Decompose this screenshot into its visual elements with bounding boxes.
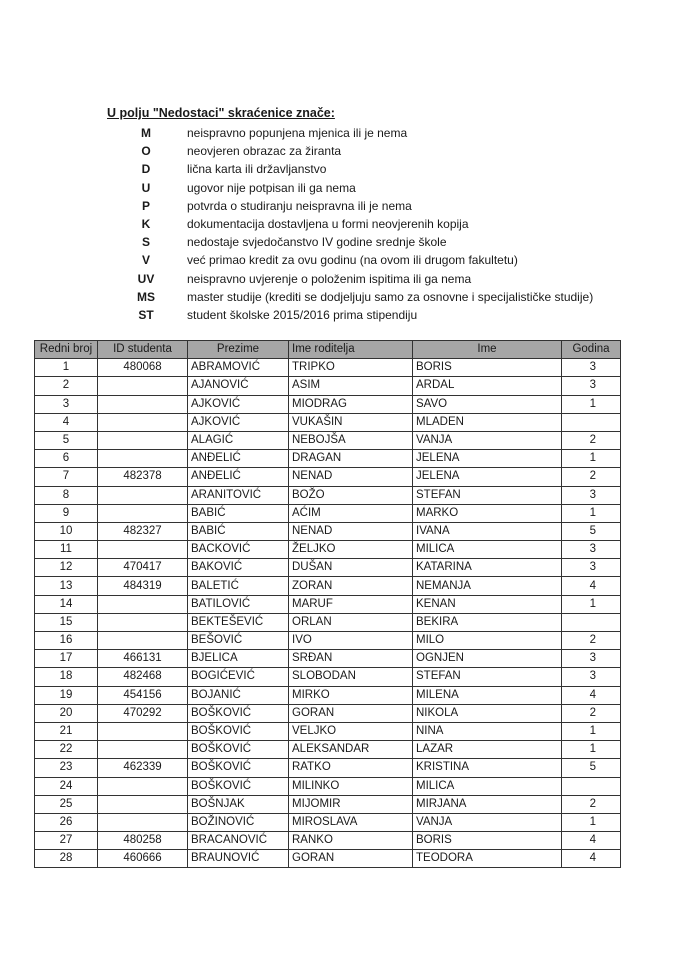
cell-ime: BORIS [413,359,562,377]
cell-prezime: BRAUNOVIĆ [188,850,289,868]
cell-prezime: BEŠOVIĆ [188,632,289,650]
legend-code: D [141,162,151,177]
table-row [35,795,621,813]
legend-description: lična karta ili državljanstvo [187,162,327,177]
legend-item [107,270,627,288]
cell-godina: 2 [562,632,621,650]
table-row [35,741,621,759]
cell-ime-roditelja: MIROSLAVA [289,813,413,831]
student-table [34,340,621,868]
table-row [35,777,621,795]
table-row [35,632,621,650]
cell-redni-broj: 4 [35,413,98,431]
cell-ime: STEFAN [413,668,562,686]
cell-redni-broj: 15 [35,613,98,631]
cell-ime: IVANA [413,522,562,540]
cell-prezime: BACKOVIĆ [188,541,289,559]
cell-ime-roditelja: NENAD [289,468,413,486]
cell-godina: 1 [562,741,621,759]
legend-code: P [141,198,150,213]
cell-ime-roditelja: VELJKO [289,722,413,740]
cell-ime: STEFAN [413,486,562,504]
cell-ime-roditelja: DRAGAN [289,450,413,468]
cell-id-studenta: 462339 [98,759,188,777]
cell-redni-broj: 27 [35,832,98,850]
cell-prezime: ARANITOVIĆ [188,486,289,504]
cell-redni-broj: 18 [35,668,98,686]
table-row [35,850,621,868]
cell-id-studenta: 484319 [98,577,188,595]
cell-ime-roditelja: SLOBODAN [289,668,413,686]
cell-godina: 3 [562,486,621,504]
legend-description: ugovor nije potpisan ili ga nema [187,180,356,195]
cell-id-studenta [98,504,188,522]
cell-id-studenta [98,431,188,449]
legend-description: neispravno uvjerenje o položenim ispitima ili ga nema [187,271,472,286]
cell-redni-broj: 10 [35,522,98,540]
cell-ime-roditelja: ASIM [289,377,413,395]
table-row [35,832,621,850]
cell-prezime: BAKOVIĆ [188,559,289,577]
cell-id-studenta [98,395,188,413]
cell-ime: MIRJANA [413,795,562,813]
table-row [35,486,621,504]
cell-redni-broj: 20 [35,704,98,722]
cell-id-studenta [98,632,188,650]
cell-ime: BORIS [413,832,562,850]
cell-prezime: BOŠNJAK [188,795,289,813]
cell-redni-broj: 26 [35,813,98,831]
legend-description: student školske 2015/2016 prima stipendiju [187,307,418,322]
cell-ime: VANJA [413,813,562,831]
cell-godina: 1 [562,450,621,468]
cell-ime: MILO [413,632,562,650]
cell-ime-roditelja: TRIPKO [289,359,413,377]
legend-code: ST [138,307,154,322]
cell-ime: ARDAL [413,377,562,395]
cell-prezime: BABIĆ [188,522,289,540]
cell-godina: 3 [562,541,621,559]
cell-godina: 1 [562,813,621,831]
header-prezime: Prezime [188,341,289,359]
cell-godina [562,413,621,431]
table-row [35,650,621,668]
cell-redni-broj: 16 [35,632,98,650]
cell-redni-broj: 14 [35,595,98,613]
legend-description: već primao kredit za ovu godinu (na ovom ili drugom fakultetu) [187,253,518,268]
legend-list [107,124,627,324]
cell-prezime: AJKOVIĆ [188,395,289,413]
legend-code: V [141,253,150,268]
cell-godina: 4 [562,577,621,595]
cell-godina: 3 [562,559,621,577]
legend-item [107,142,627,160]
legend-item [107,306,627,324]
cell-prezime: BOŠKOVIĆ [188,704,289,722]
cell-ime: OGNJEN [413,650,562,668]
table-header-row [35,341,621,359]
cell-godina: 2 [562,431,621,449]
cell-godina: 3 [562,377,621,395]
cell-godina: 5 [562,759,621,777]
cell-redni-broj: 13 [35,577,98,595]
cell-ime-roditelja: ZORAN [289,577,413,595]
cell-ime: NEMANJA [413,577,562,595]
cell-ime: NIKOLA [413,704,562,722]
cell-prezime: BOJANIĆ [188,686,289,704]
cell-ime: SAVO [413,395,562,413]
table-row [35,668,621,686]
cell-id-studenta: 482378 [98,468,188,486]
cell-ime: MARKO [413,504,562,522]
cell-prezime: AJANOVIĆ [188,377,289,395]
cell-ime-roditelja: MIODRAG [289,395,413,413]
cell-godina: 1 [562,395,621,413]
cell-id-studenta: 482327 [98,522,188,540]
table-row [35,522,621,540]
legend-item [107,124,627,142]
table-row [35,359,621,377]
cell-ime: MILICA [413,541,562,559]
cell-id-studenta [98,741,188,759]
cell-godina: 1 [562,595,621,613]
cell-redni-broj: 17 [35,650,98,668]
cell-redni-broj: 1 [35,359,98,377]
cell-prezime: BJELICA [188,650,289,668]
cell-ime-roditelja: BOŽO [289,486,413,504]
legend-item [107,215,627,233]
cell-id-studenta [98,722,188,740]
cell-id-studenta [98,795,188,813]
cell-prezime: BALETIĆ [188,577,289,595]
cell-ime: KRISTINA [413,759,562,777]
cell-id-studenta [98,595,188,613]
legend-description: nedostaje svjedočanstvo IV godine srednje škole [187,235,447,250]
cell-prezime: BABIĆ [188,504,289,522]
table-row [35,504,621,522]
cell-redni-broj: 3 [35,395,98,413]
table-row [35,722,621,740]
cell-ime-roditelja: GORAN [289,704,413,722]
cell-redni-broj: 28 [35,850,98,868]
cell-godina: 2 [562,468,621,486]
cell-redni-broj: 2 [35,377,98,395]
legend-item [107,197,627,215]
cell-prezime: BRACANOVIĆ [188,832,289,850]
cell-ime: JELENA [413,450,562,468]
table-row [35,704,621,722]
cell-redni-broj: 24 [35,777,98,795]
cell-ime-roditelja: RATKO [289,759,413,777]
cell-prezime: BOŠKOVIĆ [188,777,289,795]
table-row [35,431,621,449]
cell-godina: 3 [562,650,621,668]
cell-ime-roditelja: NENAD [289,522,413,540]
cell-redni-broj: 9 [35,504,98,522]
table-row [35,413,621,431]
cell-godina: 4 [562,850,621,868]
cell-godina: 5 [562,522,621,540]
cell-prezime: ALAGIĆ [188,431,289,449]
cell-godina [562,777,621,795]
cell-id-studenta: 470417 [98,559,188,577]
legend-title: U polju "Nedostaci" skraćenice znače: [107,106,335,120]
cell-id-studenta [98,377,188,395]
legend-code: K [141,217,151,232]
legend-description: potvrda o studiranju neispravna ili je nema [187,198,412,213]
header-redni-broj: Redni broj [35,341,98,359]
cell-prezime: BOGIĆEVIĆ [188,668,289,686]
cell-ime: KATARINA [413,559,562,577]
legend-code: M [141,126,151,141]
legend-code: O [141,144,151,159]
table-row [35,559,621,577]
cell-redni-broj: 25 [35,795,98,813]
cell-prezime: BOŠKOVIĆ [188,741,289,759]
legend-code: UV [137,271,155,286]
cell-redni-broj: 5 [35,431,98,449]
cell-ime-roditelja: ŽELJKO [289,541,413,559]
cell-redni-broj: 12 [35,559,98,577]
cell-godina: 2 [562,704,621,722]
cell-redni-broj: 7 [35,468,98,486]
cell-id-studenta: 466131 [98,650,188,668]
cell-godina: 1 [562,504,621,522]
header-ime-roditelja: Ime roditelja [289,341,413,359]
cell-godina: 1 [562,722,621,740]
cell-redni-broj: 23 [35,759,98,777]
cell-ime: NINA [413,722,562,740]
cell-ime-roditelja: VUKAŠIN [289,413,413,431]
legend-code: U [141,180,151,195]
cell-id-studenta [98,813,188,831]
cell-prezime: ANĐELIĆ [188,450,289,468]
header-ime: Ime [413,341,562,359]
cell-ime: MLADEN [413,413,562,431]
cell-id-studenta: 480068 [98,359,188,377]
cell-ime-roditelja: RANKO [289,832,413,850]
cell-id-studenta [98,486,188,504]
cell-godina: 4 [562,832,621,850]
cell-ime-roditelja: DUŠAN [289,559,413,577]
table-row [35,450,621,468]
cell-id-studenta: 460666 [98,850,188,868]
legend-description: master studije (krediti se dodjeljuju samo za osnovne i specijalističke studije) [187,289,594,304]
legend-item [107,179,627,197]
table-row [35,595,621,613]
cell-redni-broj: 21 [35,722,98,740]
legend-item [107,288,627,306]
cell-prezime: BOŠKOVIĆ [188,759,289,777]
legend-code: MS [137,289,155,304]
cell-redni-broj: 6 [35,450,98,468]
cell-ime: JELENA [413,468,562,486]
header-id-studenta: ID studenta [98,341,188,359]
legend-code: S [141,235,150,250]
cell-ime-roditelja: SRĐAN [289,650,413,668]
cell-ime-roditelja: MIRKO [289,686,413,704]
cell-ime: MILENA [413,686,562,704]
cell-ime-roditelja: IVO [289,632,413,650]
cell-ime: VANJA [413,431,562,449]
legend-description: neovjeren obrazac za žiranta [187,144,342,159]
table-row [35,377,621,395]
cell-ime-roditelja: MIJOMIR [289,795,413,813]
cell-prezime: ABRAMOVIĆ [188,359,289,377]
cell-id-studenta [98,413,188,431]
cell-ime-roditelja: GORAN [289,850,413,868]
cell-ime-roditelja: AĆIM [289,504,413,522]
cell-redni-broj: 8 [35,486,98,504]
cell-id-studenta: 470292 [98,704,188,722]
cell-ime-roditelja: MILINKO [289,777,413,795]
cell-ime: MILICA [413,777,562,795]
cell-godina: 2 [562,795,621,813]
cell-id-studenta [98,777,188,795]
legend-description: dokumentacija dostavljena u formi neovjerenih kopija [187,217,469,232]
cell-ime: TEODORA [413,850,562,868]
cell-ime-roditelja: ORLAN [289,613,413,631]
cell-id-studenta: 480258 [98,832,188,850]
table-row [35,541,621,559]
cell-redni-broj: 22 [35,741,98,759]
cell-id-studenta: 454156 [98,686,188,704]
cell-godina: 3 [562,359,621,377]
table-row [35,577,621,595]
cell-id-studenta [98,450,188,468]
cell-ime: KENAN [413,595,562,613]
cell-ime-roditelja: ALEKSANDAR [289,741,413,759]
cell-godina: 3 [562,668,621,686]
cell-prezime: BOŠKOVIĆ [188,722,289,740]
cell-prezime: BEKTEŠEVIĆ [188,613,289,631]
cell-id-studenta [98,613,188,631]
cell-id-studenta [98,541,188,559]
cell-redni-broj: 11 [35,541,98,559]
table-row [35,468,621,486]
cell-ime: LAZAR [413,741,562,759]
cell-godina [562,613,621,631]
cell-godina: 4 [562,686,621,704]
table-row [35,395,621,413]
legend-item [107,251,627,269]
cell-prezime: BOŽINOVIĆ [188,813,289,831]
cell-prezime: ANĐELIĆ [188,468,289,486]
legend-description: neispravno popunjena mjenica ili je nema [187,126,408,141]
cell-ime-roditelja: NEBOJŠA [289,431,413,449]
table-row [35,759,621,777]
cell-id-studenta: 482468 [98,668,188,686]
table-row [35,686,621,704]
legend-item [107,160,627,178]
cell-ime: BEKIRA [413,613,562,631]
cell-prezime: BATILOVIĆ [188,595,289,613]
cell-ime-roditelja: MARUF [289,595,413,613]
header-godina: Godina [562,341,621,359]
cell-redni-broj: 19 [35,686,98,704]
table-row [35,813,621,831]
legend-item [107,233,627,251]
cell-prezime: AJKOVIĆ [188,413,289,431]
table-row [35,613,621,631]
